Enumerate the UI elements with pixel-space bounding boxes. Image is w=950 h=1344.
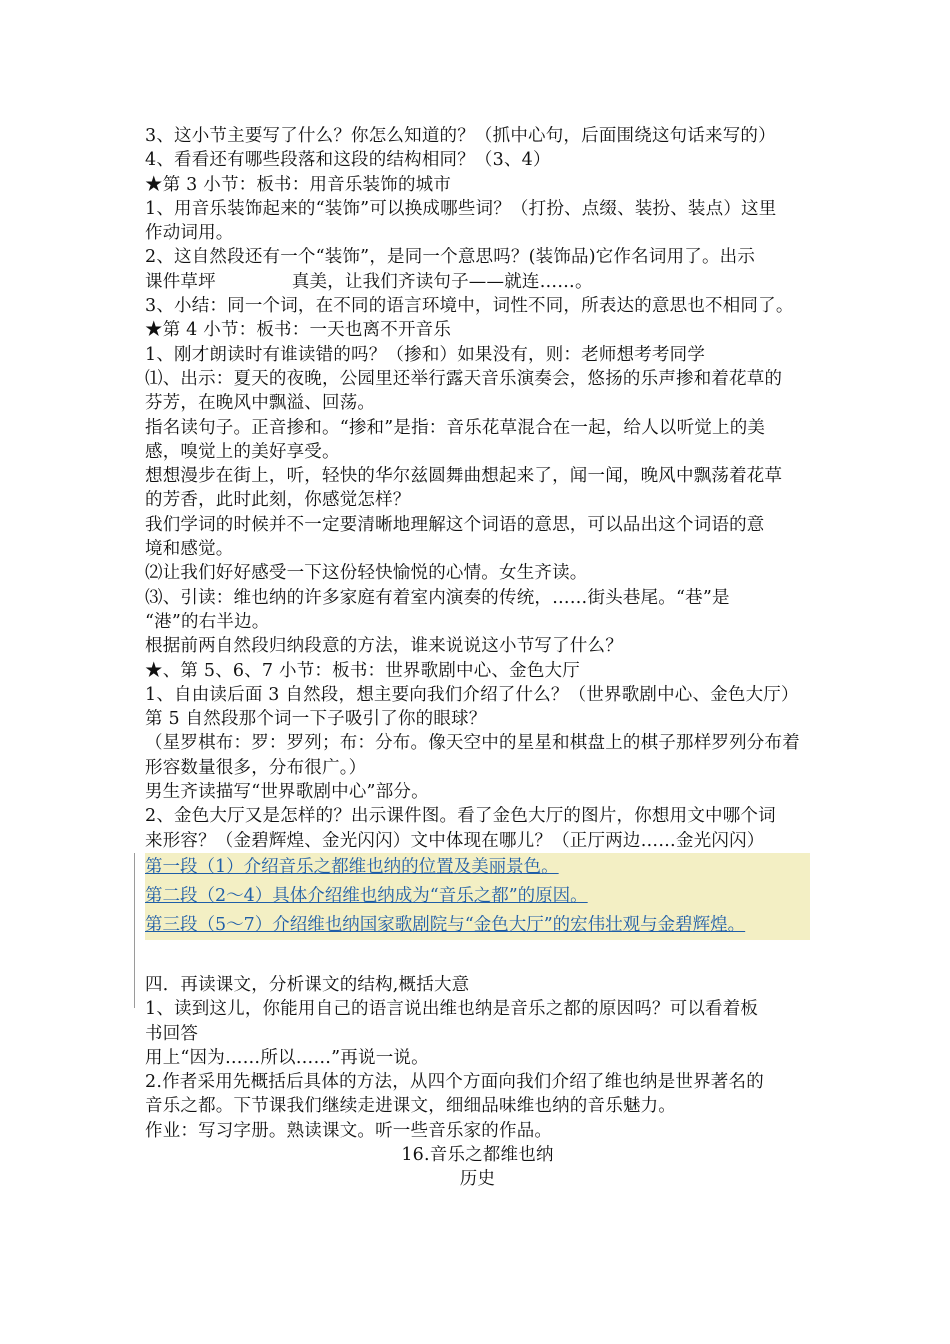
text-line: 芬芳，在晚风中飘溢、回荡。 bbox=[145, 393, 376, 414]
text-line: 作动词用。 bbox=[145, 223, 234, 244]
section-heading: ★第 3 小节：板书：用音乐装饰的城市 bbox=[145, 174, 452, 195]
highlight-block bbox=[145, 853, 810, 940]
section-heading: 四．再读课文，分析课文的结构,概括大意 bbox=[145, 974, 470, 995]
gap-right-text: 真美，让我们齐读句子——就连……。 bbox=[291, 271, 593, 292]
text-line-with-gap bbox=[145, 270, 810, 294]
text-line: 我们学词的时候并不一定要清晰地理解这个词语的意思，可以品出这个词语的意 bbox=[145, 514, 765, 535]
gap-left-text: 课件草坪 bbox=[145, 271, 216, 292]
text-line: 1、自由读后面 3 自然段，想主要向我们介绍了什么？（世界歌剧中心、金色大厅） bbox=[145, 684, 799, 705]
text-line: 3、小结：同一个词，在不同的语言环境中，词性不同，所表达的意思也不相同了。 bbox=[145, 296, 794, 317]
text-line: 1、刚才朗读时有谁读错的吗？（掺和）如果没有，则：老师想考考同学 bbox=[145, 344, 706, 365]
text-line: 来形容？（金碧辉煌、金光闪闪）文中体现在哪儿？（正厅两边……金光闪闪） bbox=[145, 830, 765, 851]
lesson-subtitle: 历史 bbox=[459, 1169, 496, 1190]
text-line: 音乐之都。下节课我们继续走进课文，细细品味维也纳的音乐魅力。 bbox=[145, 1096, 676, 1117]
text-line: “港”的右半边。 bbox=[145, 611, 270, 632]
text-line: 1、用音乐装饰起来的“装饰”可以换成哪些词？（打扮、点缀、装扮、装点）这里 bbox=[145, 198, 777, 219]
text-line: 3、这小节主要写了什么？你怎么知道的？（抓中心句，后面围绕这句话来写的） bbox=[145, 126, 776, 146]
highlight-line: 第二段（2～4）具体介绍维也纳成为“音乐之都”的原因。 bbox=[145, 882, 810, 911]
text-line: 男生齐读描写“世界歌剧中心”部分。 bbox=[145, 782, 429, 803]
text-line: 指名读句子。正音掺和。“掺和”是指：音乐花草混合在一起，给人以听觉上的美 bbox=[145, 417, 766, 438]
text-line: ⑶、引读：维也纳的许多家庭有着室内演奏的传统，……街头巷尾。“巷”是 bbox=[145, 587, 730, 608]
section-heading: ★、第 5、6、7 小节：板书：世界歌剧中心、金色大厅 bbox=[145, 660, 580, 681]
document-page bbox=[145, 124, 810, 1192]
text-line: 根据前两自然段归纳段意的方法，谁来说说这小节写了什么？ bbox=[145, 636, 623, 657]
text-line: ⑴、出示：夏天的夜晚，公园里还举行露天音乐演奏会，悠扬的乐声掺和着花草的 bbox=[145, 368, 783, 389]
text-line: （星罗棋布：罗：罗列；布：分布。像天空中的星星和棋盘上的棋子那样罗列分布着 bbox=[145, 733, 800, 754]
text-line: 感，嗅觉上的美好享受。 bbox=[145, 441, 340, 462]
text-line: ⑵让我们好好感受一下这份轻快愉悦的心情。女生齐读。 bbox=[145, 563, 588, 584]
text-line: 境和感觉。 bbox=[145, 539, 234, 560]
lesson-title: 16.音乐之都维也纳 bbox=[401, 1144, 554, 1165]
text-line: 2、金色大厅又是怎样的？出示课件图。看了金色大厅的图片，你想用文中哪个词 bbox=[145, 806, 776, 827]
text-line: 用上“因为……所以……”再说一说。 bbox=[145, 1047, 429, 1068]
highlight-line: 第一段（1）介绍音乐之都维也纳的位置及美丽景色。 bbox=[145, 853, 810, 882]
text-line: 形容数量很多，分布很广。） bbox=[145, 757, 367, 778]
text-line: 1、读到这儿，你能用自己的语言说出维也纳是音乐之都的原因吗？可以看着板 bbox=[145, 999, 759, 1020]
highlight-line: 第三段（5～7）介绍维也纳国家歌剧院与“金色大厅”的宏伟壮观与金碧辉煌。 bbox=[145, 911, 810, 940]
text-line: 4、看看还有哪些段落和这段的结构相同？（3、4） bbox=[145, 150, 551, 171]
change-bar bbox=[134, 853, 135, 1008]
text-line: 想想漫步在街上，听，轻快的华尔兹圆舞曲想起来了，闻一闻，晚风中飘荡着花草 bbox=[145, 466, 783, 487]
text-line: 的芳香，此时此刻，你感觉怎样？ bbox=[145, 490, 411, 511]
section-heading: ★第 4 小节：板书：一天也离不开音乐 bbox=[145, 320, 452, 341]
text-line: 书回答 bbox=[145, 1023, 199, 1044]
text-line: 2、这自然段还有一个“装饰”，是同一个意思吗？(装饰品)它作名词用了。出示 bbox=[145, 247, 756, 268]
text-line: 第 5 自然段那个词一下子吸引了你的眼球？ bbox=[145, 709, 487, 730]
text-line: 作业：写习字册。熟读课文。听一些音乐家的作品。 bbox=[145, 1120, 553, 1141]
text-line: 2.作者采用先概括后具体的方法，从四个方面向我们介绍了维也纳是世界著名的 bbox=[145, 1072, 764, 1093]
